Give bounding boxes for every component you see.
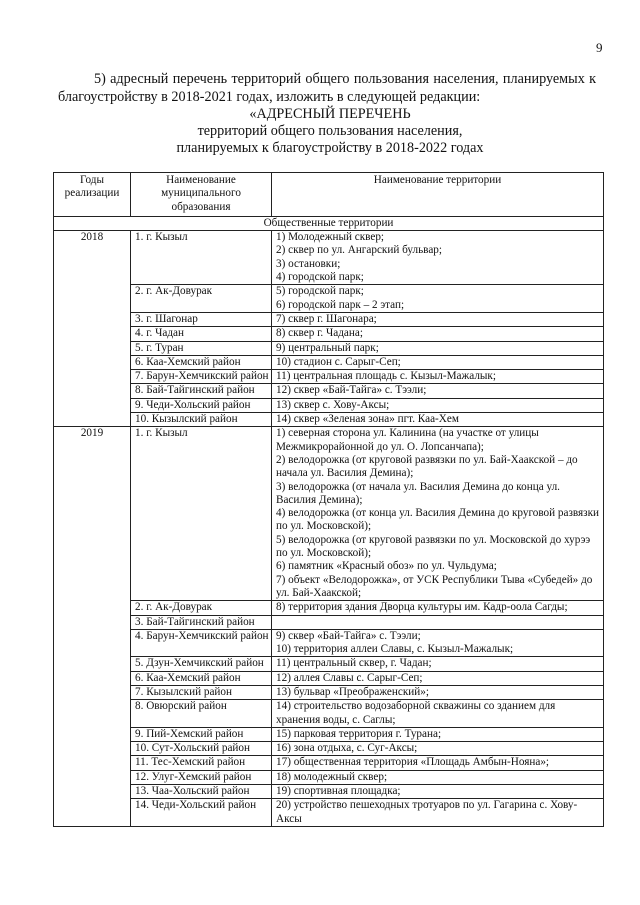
municipality-cell: 3. г. Шагонар <box>131 312 272 326</box>
municipality-cell: 7. Барун-Хемчикский район <box>131 370 272 384</box>
municipality-cell: 5. г. Туран <box>131 341 272 355</box>
territory-item: 17) общественная территория «Площадь Амбын-Нояна»; <box>276 756 550 769</box>
territory-item: 3) остановки; <box>276 257 341 270</box>
table-row <box>54 355 604 369</box>
table-row <box>54 341 604 355</box>
table-row <box>54 799 604 827</box>
territory-item: 3) велодорожка (от начала ул. Василия Демина до конца ул. Василия Демина); <box>276 480 560 506</box>
header-municipality: Наименование муниципального образования <box>131 173 272 217</box>
territory-item: 5) городской парк; <box>276 285 364 298</box>
territory-item: 11) центральная площадь с. Кызыл-Мажалык; <box>276 370 496 383</box>
municipality-cell: 10. Сут-Хольский район <box>131 742 272 756</box>
territory-cell <box>272 427 604 601</box>
table-row <box>54 700 604 728</box>
territory-item: 7) объект «Велодорожка», от УСК Республики Тыва «Субедей» до ул. Бай-Хаакской; <box>276 573 593 599</box>
municipality-cell: 3. Бай-Тайгинский район <box>131 615 272 629</box>
title-line: «АДРЕСНЫЙ ПЕРЕЧЕНЬ <box>249 106 411 122</box>
territory-cell <box>272 756 604 770</box>
territory-item: 6) городской парк – 2 этап; <box>276 298 405 311</box>
table-row <box>54 657 604 671</box>
intro-paragraph <box>58 71 596 106</box>
municipality-cell: 8. Овюрский район <box>131 700 272 728</box>
territory-cell <box>272 341 604 355</box>
year-cell: 2018 <box>54 231 131 427</box>
year-cell: 2019 <box>54 427 131 827</box>
municipality-cell: 2. г. Ак-Довурак <box>131 601 272 615</box>
table-row <box>54 770 604 784</box>
territory-item: 19) спортивная площадка; <box>276 785 401 798</box>
territory-item: 16) зона отдыха, с. Суг-Аксы; <box>276 742 418 755</box>
municipality-cell: 6. Каа-Хемский район <box>131 671 272 685</box>
territory-item: 2) велодорожка (от круговой развязки по ул. Бай-Хаакской – до начала ул. Василия Демина); <box>276 453 578 480</box>
table-row <box>54 427 604 601</box>
territory-cell <box>272 700 604 728</box>
table-row <box>54 785 604 799</box>
territory-item: 9) сквер «Бай-Тайга» с. Тээли; <box>276 629 421 642</box>
table-row <box>54 312 604 326</box>
territory-item: 8) сквер г. Чадана; <box>276 327 363 340</box>
municipality-cell: 14. Чеди-Хольский район <box>131 799 272 827</box>
municipality-cell: 5. Дзун-Хемчикский район <box>131 657 272 671</box>
territory-cell <box>272 413 604 427</box>
table-row <box>54 615 604 629</box>
territory-item: 8) территория здания Дворца культуры им. Кадр-оола Сагды; <box>276 601 568 614</box>
municipality-cell: 11. Тес-Хемский район <box>131 756 272 770</box>
territory-cell <box>272 671 604 685</box>
territory-cell <box>272 285 604 313</box>
territory-item: 12) аллея Славы с. Сарыг-Сеп; <box>276 671 423 684</box>
table-row <box>54 685 604 699</box>
territory-cell <box>272 685 604 699</box>
territory-item: 14) сквер «Зеленая зона» пгт. Каа-Хем <box>276 413 459 426</box>
section-row <box>54 216 604 230</box>
territory-item: 12) сквер «Бай-Тайга» с. Тээли; <box>276 384 427 397</box>
municipality-cell: 4. г. Чадан <box>131 327 272 341</box>
table-row <box>54 413 604 427</box>
territory-cell <box>272 799 604 827</box>
title-line: планируемых к благоустройству в 2018-2022 годах <box>176 140 484 156</box>
territory-item: 2) сквер по ул. Ангарский бульвар; <box>276 244 442 257</box>
territory-item: 10) стадион с. Сарыг-Сеп; <box>276 355 401 368</box>
territory-item: 10) территория аллеи Славы, с. Кызыл-Мажалык; <box>276 643 514 656</box>
table-header-row <box>54 173 604 217</box>
table-row <box>54 629 604 657</box>
territory-cell <box>272 312 604 326</box>
table-row <box>54 398 604 412</box>
document-title <box>90 106 570 157</box>
territory-cell <box>272 355 604 369</box>
territory-item: 5) велодорожка (от круговой развязки по ул. Московской до хурээ по ул. Московской); <box>276 533 591 560</box>
territory-cell <box>272 327 604 341</box>
territory-item: 11) центральный сквер, г. Чадан; <box>276 657 432 670</box>
header-years: Годы реализации <box>54 173 131 217</box>
intro-text: 5) адресный перечень территорий общего пользования населения, планируемых к благоустройству в 2018-2021 годах, изложить в следующей редакции: <box>58 71 596 105</box>
territory-item: 14) строительство водозаборной скважины со зданием для хранения воды, с. Саглы; <box>276 700 556 726</box>
table-row <box>54 384 604 398</box>
table-row <box>54 231 604 285</box>
territory-cell <box>272 370 604 384</box>
territory-cell <box>272 384 604 398</box>
territory-item: 9) центральный парк; <box>276 341 379 354</box>
territory-item: 7) сквер г. Шагонара; <box>276 312 377 325</box>
territory-cell <box>272 629 604 657</box>
territory-item: 15) парковая территория г. Турана; <box>276 727 442 740</box>
municipality-cell: 1. г. Кызыл <box>131 427 272 601</box>
page-number: 9 <box>596 40 603 55</box>
municipality-cell: 13. Чаа-Хольский район <box>131 785 272 799</box>
table-row <box>54 327 604 341</box>
territory-item: 6) памятник «Красный обоз» по ул. Чульдума; <box>276 560 497 573</box>
territory-item: 4) городской парк; <box>276 271 364 284</box>
municipality-cell: 10. Кызылский район <box>131 413 272 427</box>
territory-item: 13) сквер с. Хову-Аксы; <box>276 398 390 411</box>
territory-cell <box>272 398 604 412</box>
territory-item <box>276 616 601 629</box>
territory-cell <box>272 742 604 756</box>
territory-cell <box>272 615 604 629</box>
territory-cell <box>272 657 604 671</box>
table-row <box>54 285 604 313</box>
header-territory: Наименование территории <box>272 173 604 217</box>
table-row <box>54 601 604 615</box>
table-row <box>54 756 604 770</box>
municipality-cell: 4. Барун-Хемчикский район <box>131 629 272 657</box>
table-row <box>54 727 604 741</box>
municipality-cell: 9. Чеди-Хольский район <box>131 398 272 412</box>
territory-cell <box>272 785 604 799</box>
title-line: территорий общего пользования населения, <box>197 123 463 139</box>
section-title: Общественные территории <box>54 216 604 230</box>
territory-cell <box>272 601 604 615</box>
territory-cell <box>272 727 604 741</box>
territory-item: 4) велодорожка (от конца ул. Василия Демина до круговой развязки по ул. Московской); <box>276 507 600 533</box>
territory-item: 1) северная сторона ул. Калинина (на участке от улицы Межмикрорайонной до ул. О. Лопсанчапа); <box>276 427 539 453</box>
municipality-cell: 2. г. Ак-Довурак <box>131 285 272 313</box>
municipality-cell: 1. г. Кызыл <box>131 231 272 285</box>
table-row <box>54 742 604 756</box>
territory-cell <box>272 770 604 784</box>
territory-item: 1) Молодежный сквер; <box>276 231 385 244</box>
table-row <box>54 671 604 685</box>
municipality-cell: 7. Кызылский район <box>131 685 272 699</box>
territory-table <box>53 172 604 827</box>
territory-item: 13) бульвар «Преображенский»; <box>276 685 429 698</box>
municipality-cell: 6. Каа-Хемский район <box>131 355 272 369</box>
territory-item: 20) устройство пешеходных тротуаров по ул. Гагарина с. Хову-Аксы <box>276 799 578 825</box>
table-row <box>54 370 604 384</box>
territory-item: 18) молодежный сквер; <box>276 770 388 783</box>
municipality-cell: 9. Пий-Хемский район <box>131 727 272 741</box>
municipality-cell: 12. Улуг-Хемский район <box>131 770 272 784</box>
territory-cell <box>272 231 604 285</box>
municipality-cell: 8. Бай-Тайгинский район <box>131 384 272 398</box>
